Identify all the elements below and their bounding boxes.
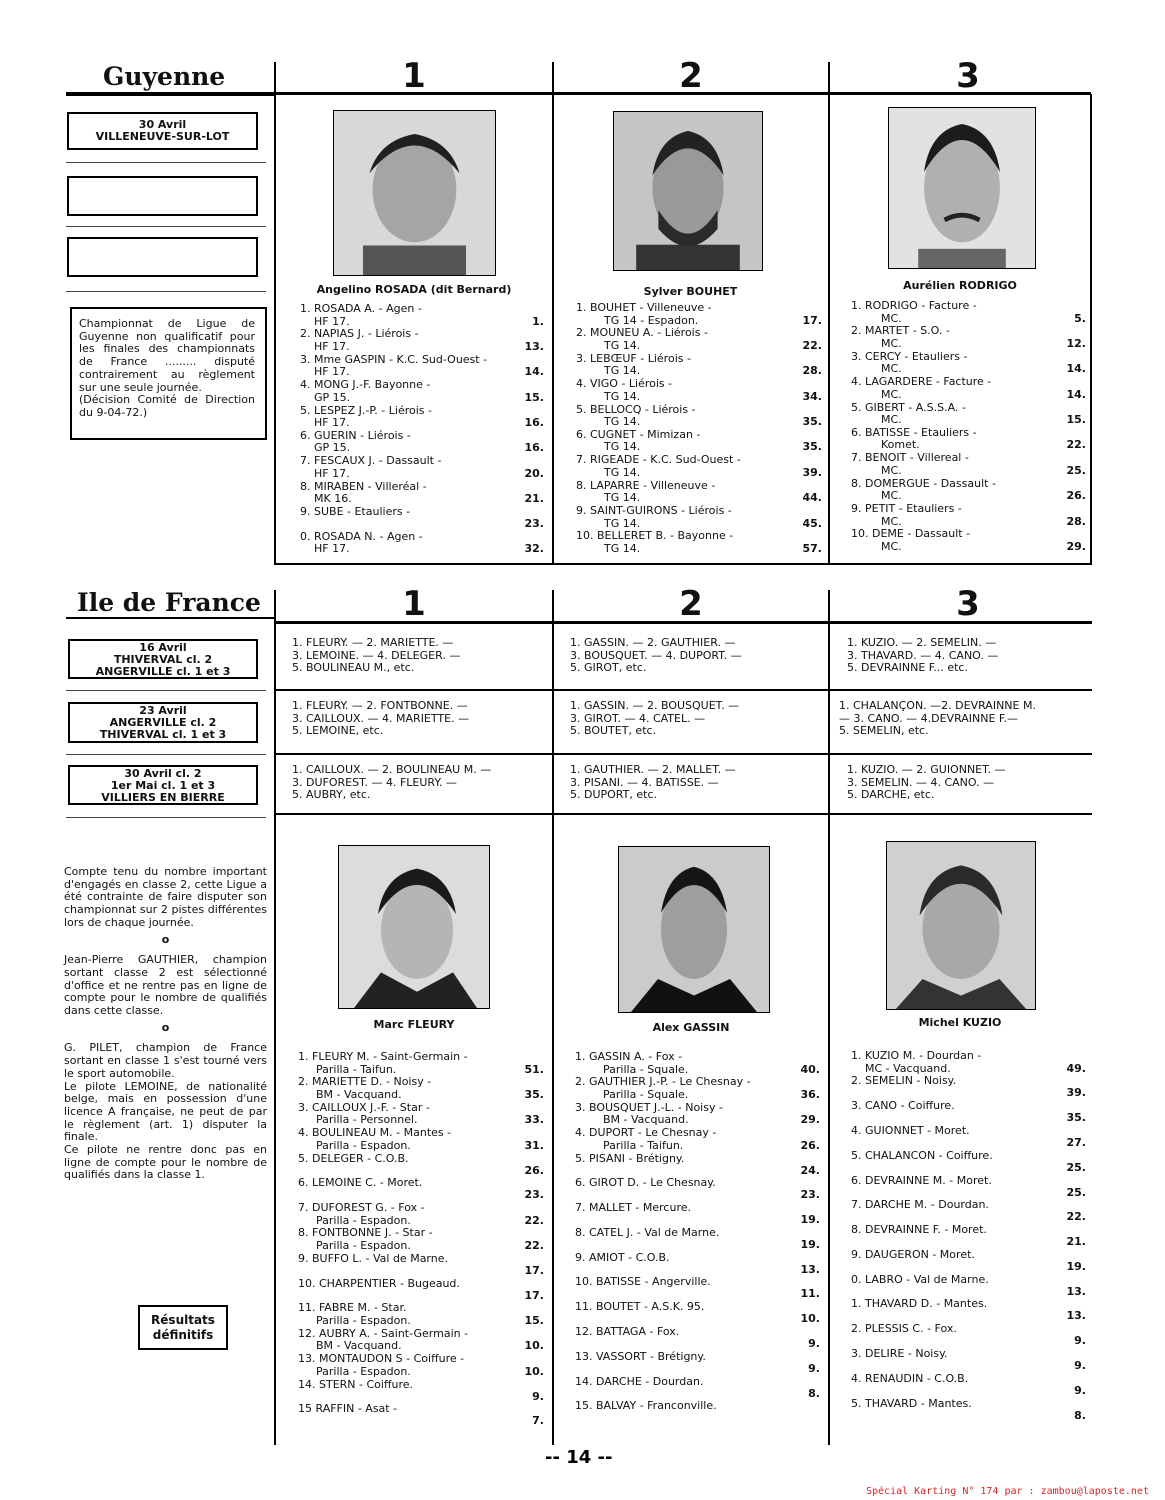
- divider: [66, 817, 266, 818]
- list-item: 15 RAFFIN - Asat - 7.: [298, 1402, 544, 1428]
- heat-result: 1. GASSIN. — 2. GAUTHIER. — 3. BOUSQUET. — 4. DUPORT. — 5. GIROT, etc.: [570, 636, 742, 675]
- heat-result: 1. FLEURY. — 2. MARIETTE. — 3. LEMOINE. — 4. DELEGER. — 5. BOULINEAU M., etc.: [292, 636, 461, 675]
- list-item: 1. FLEURY M. - Saint-Germain - Parilla - Taifun. 51.: [298, 1050, 544, 1076]
- list-item: 4. RENAUDIN - C.O.B. 9.: [851, 1371, 1086, 1397]
- list-item: 3. Mme GASPIN - K.C. Sud-Ouest - HF 17. 14.: [300, 352, 544, 379]
- results-list-idf-3: [851, 1050, 1086, 1422]
- event-line: 23 Avril: [139, 704, 187, 717]
- event-line: 30 Avril cl. 2: [124, 767, 202, 780]
- list-item: 3. CERCY - Etauliers - MC. 14.: [851, 349, 1086, 376]
- list-item: 6. DEVRAINNE M. - Moret. 25.: [851, 1173, 1086, 1199]
- list-item: 10. BATISSE - Angerville. 11.: [575, 1275, 820, 1301]
- final-results-box: Résultats définitifs: [138, 1305, 228, 1350]
- list-item: 2. SEMELIN - Noisy. 39.: [851, 1074, 1086, 1100]
- event-line: THIVERVAL cl. 1 et 3: [99, 728, 227, 741]
- portrait-photo: [888, 107, 1036, 269]
- event-box: [68, 765, 258, 805]
- column-rule: [828, 62, 830, 564]
- divider: [66, 162, 266, 163]
- portrait-photo: [618, 846, 770, 1013]
- list-item: 9. AMIOT - C.O.B. 13.: [575, 1250, 820, 1276]
- list-item: 10. CHARPENTIER - Bugeaud. 17.: [298, 1276, 544, 1302]
- list-item: 2. PLESSIS C. - Fox. 9.: [851, 1322, 1086, 1348]
- idf-notes: [64, 866, 267, 1182]
- list-item: 1. BOUHET - Villeneuve - TG 14 - Espadon. 17.: [576, 301, 822, 327]
- divider: [66, 754, 266, 755]
- portrait-caption: Sylver BOUHET: [643, 285, 738, 298]
- list-item: 2. NAPIAS J. - Liérois - HF 17. 13.: [300, 327, 544, 353]
- list-item: 2. MARIETTE D. - Noisy - BM - Vacquand. 35.: [298, 1075, 544, 1101]
- list-item: 3. LEBŒUF - Liérois - TG 14. 28.: [576, 351, 822, 378]
- page-number: -- 14 --: [545, 1447, 613, 1468]
- note-separator: o: [161, 1020, 170, 1034]
- list-item: 4. GUIONNET - Moret. 27.: [851, 1123, 1086, 1149]
- note-paragraph: Le pilote LEMOINE, de nationalité belge, mais en possession d'une licence A française, ne peut de par le règlement (art. 1) disputer la finale.: [64, 1079, 267, 1144]
- list-item: 1. KUZIO M. - Dourdan - MC - Vacquand. 49.: [851, 1049, 1086, 1075]
- list-item: 5. LESPEZ J.-P. - Liérois - HF 17. 16.: [300, 403, 544, 430]
- empty-event-box: [67, 237, 258, 277]
- list-item: 6. GIROT D. - Le Chesnay. 23.: [575, 1176, 820, 1202]
- list-item: 10. DEME - Dassault - MC. 29.: [851, 527, 1086, 553]
- list-item: 7. MALLET - Mercure. 19.: [575, 1201, 820, 1227]
- divider: [274, 753, 1092, 755]
- list-item: 9. PETIT - Etauliers - MC. 28.: [851, 502, 1086, 528]
- list-item: 14. STERN - Coiffure. 9.: [298, 1377, 544, 1403]
- results-list-guyenne-2: [576, 302, 822, 556]
- list-item: 8. DEVRAINNE F. - Moret. 21.: [851, 1223, 1086, 1249]
- list-item: 1. THAVARD D. - Mantes. 13.: [851, 1297, 1086, 1323]
- heat-result: 1. GASSIN. — 2. BOUSQUET. — 3. GIROT. — 4. CATEL. — 5. BOUTET, etc.: [570, 699, 740, 738]
- list-item: 8. LAPARRE - Villeneuve - TG 14. 44.: [576, 478, 822, 505]
- list-item: 7. FESCAUX J. - Dassault - HF 17. 20.: [300, 454, 544, 480]
- divider: [66, 226, 266, 227]
- list-item: 7. DARCHE M. - Dourdan. 22.: [851, 1198, 1086, 1224]
- divider: [66, 94, 275, 96]
- event-line: THIVERVAL cl. 2: [113, 653, 213, 666]
- divider: [274, 621, 1092, 624]
- event-line: VILLIERS EN BIERRE: [101, 791, 225, 804]
- list-item: 5. DELEGER - C.O.B. 26.: [298, 1151, 544, 1177]
- results-list-idf-2: [575, 1051, 820, 1425]
- list-item: 11. FABRE M. - Star. Parilla - Espadon. 15.: [298, 1301, 544, 1327]
- list-item: 0. ROSADA N. - Agen - HF 17. 32.: [300, 529, 544, 556]
- portrait-photo: [886, 841, 1036, 1010]
- list-item: 2. GAUTHIER J.-P. - Le Chesnay - Parilla - Squale. 36.: [575, 1075, 820, 1101]
- list-item: 7. RIGEADE - K.C. Sud-Ouest - TG 14. 39.: [576, 453, 822, 479]
- column-number-2: 2: [679, 584, 703, 624]
- list-item: 4. LAGARDERE - Facture - MC. 14.: [851, 375, 1086, 401]
- list-item: 9. BUFFO L. - Val de Marne. 17.: [298, 1251, 544, 1277]
- event-line: ANGERVILLE cl. 1 et 3: [95, 665, 231, 678]
- event-line: ANGERVILLE cl. 2: [109, 716, 217, 729]
- portrait-caption: Marc FLEURY: [373, 1018, 455, 1031]
- event-box: [67, 112, 258, 150]
- event-date: 30 Avril: [138, 118, 187, 131]
- list-item: 1. RODRIGO - Facture - MC. 5.: [851, 299, 1086, 325]
- note-paragraph: Ce pilote ne rentre donc pas en ligne de compte pour le nombre de qualifiés dans la classe 1.: [64, 1143, 267, 1182]
- list-item: 8. FONTBONNE J. - Star - Parilla - Espadon. 22.: [298, 1226, 544, 1253]
- column-number-3: 3: [956, 584, 980, 624]
- portrait-photo: [613, 111, 763, 271]
- portrait-photo: [338, 845, 490, 1009]
- list-item: 6. LEMOINE C. - Moret. 23.: [298, 1176, 544, 1202]
- list-item: 14. DARCHE - Dourdan. 8.: [575, 1374, 820, 1400]
- list-item: 11. BOUTET - A.S.K. 95. 10.: [575, 1300, 820, 1326]
- list-item: 10. BELLERET B. - Bayonne - TG 14. 57.: [576, 529, 822, 555]
- heat-result: 1. CHALANÇON. —2. DEVRAINNE M. — 3. CANO. — 4.DEVRAINNE F.— 5. SEMELIN, etc.: [839, 699, 1036, 738]
- event-box: [68, 702, 258, 743]
- list-item: 3. DELIRE - Noisy. 9.: [851, 1346, 1086, 1372]
- note-paragraph: (Décision Comité de Direction du 9-04-72.): [79, 393, 255, 419]
- list-item: 7. BENOIT - Villereal - MC. 25.: [851, 451, 1086, 477]
- note-paragraph: Jean-Pierre GAUTHIER, champion sortant classe 2 est sélectionné d'office et ne rentre pas en ligne de compte pour le nombre de qualifiés dans cette classe.: [64, 953, 267, 1018]
- divider: [66, 690, 266, 691]
- list-item: 2. MARTET - S.O. - MC. 12.: [851, 324, 1086, 350]
- list-item: 6. BATISSE - Etauliers - Komet. 22.: [851, 425, 1086, 452]
- event-box: [68, 639, 258, 679]
- portrait-caption: Angelino ROSADA (dit Bernard): [316, 283, 512, 296]
- section-title-guyenne: Guyenne: [103, 62, 226, 91]
- column-rule: [552, 62, 554, 564]
- divider: [66, 291, 266, 292]
- list-item: 7. DUFOREST G. - Fox - Parilla - Espadon. 22.: [298, 1201, 544, 1227]
- list-item: 2. MOUNEU A. - Liérois - TG 14. 22.: [576, 326, 822, 352]
- list-item: 3. BOUSQUET J.-L. - Noisy - BM - Vacquand. 29.: [575, 1100, 820, 1127]
- list-item: 5. PISANI - Brétigny. 24.: [575, 1151, 820, 1177]
- note-separator: o: [161, 932, 170, 946]
- list-item: 13. MONTAUDON S - Coiffure - Parilla - Espadon. 10.: [298, 1352, 544, 1378]
- list-item: 4. DUPORT - Le Chesnay - Parilla - Taifun. 26.: [575, 1126, 820, 1152]
- list-item: 8. DOMERGUE - Dassault - MC. 26.: [851, 476, 1086, 503]
- note-paragraph: Championnat de Ligue de Guyenne non qualificatif pour les finales des championnats de France ......... disputé contrairement au règlement sur une seule journée.: [79, 317, 255, 394]
- portrait-caption: Aurélien RODRIGO: [903, 279, 1017, 292]
- list-item: 5. GIBERT - A.S.S.A. - MC. 15.: [851, 400, 1086, 427]
- column-rule: [552, 590, 554, 1445]
- portrait-caption: Alex GASSIN: [652, 1021, 730, 1034]
- column-number-1: 1: [402, 56, 426, 96]
- divider: [66, 617, 275, 619]
- column-rule: [274, 62, 276, 564]
- list-item: 1. GASSIN A. - Fox - Parilla - Squale. 40.: [575, 1050, 820, 1076]
- list-item: 1. ROSADA A. - Agen - HF 17. 1.: [300, 302, 544, 328]
- list-item: 6. CUGNET - Mimizan - TG 14. 35.: [576, 427, 822, 454]
- list-item: 3. CAILLOUX J.-F. - Star - Parilla - Personnel. 33.: [298, 1100, 544, 1127]
- heat-result: 1. KUZIO. — 2. GUIONNET. — 3. SEMELIN. — 4. CANO. — 5. DARCHE, etc.: [847, 763, 1006, 802]
- column-number-1: 1: [402, 584, 426, 624]
- results-list-idf-1: [298, 1051, 544, 1428]
- list-item: 4. MONG J.-F. Bayonne - GP 15. 15.: [300, 378, 544, 404]
- note-paragraph: Compte tenu du nombre important d'engagés en classe 2, cette Ligue a été contrainte de faire disputer son championnat sur 2 pistes différentes lors de chaque journée.: [64, 865, 267, 929]
- list-item: 6. GUERIN - Liérois - GP 15. 16.: [300, 428, 544, 455]
- event-line: 1er Mai cl. 1 et 3: [110, 779, 216, 792]
- heat-result: 1. KUZIO. — 2. SEMELIN. — 3. THAVARD. — 4. CANO. — 5. DEVRAINNE F... etc.: [847, 636, 999, 675]
- divider: [274, 813, 1092, 815]
- results-list-guyenne-1: [300, 303, 544, 556]
- list-item: 4. BOULINEAU M. - Mantes - Parilla - Espadon. 31.: [298, 1126, 544, 1152]
- event-place: VILLENEUVE-SUR-LOT: [95, 130, 230, 143]
- list-item: 12. AUBRY A. - Saint-Germain - BM - Vacquand. 10.: [298, 1326, 544, 1353]
- list-item: 5. THAVARD - Mantes. 8.: [851, 1396, 1086, 1422]
- list-item: 5. BELLOCQ - Liérois - TG 14. 35.: [576, 402, 822, 429]
- list-item: 8. CATEL J. - Val de Marne. 19.: [575, 1225, 820, 1251]
- list-item: 13. VASSORT - Brétigny. 9.: [575, 1349, 820, 1375]
- list-item: 9. SAINT-GUIRONS - Liérois - TG 14. 45.: [576, 504, 822, 530]
- guyenne-note: [79, 318, 255, 420]
- column-rule: [1090, 94, 1092, 564]
- list-item: 4. VIGO - Liérois - TG 14. 34.: [576, 377, 822, 403]
- event-line: 16 Avril: [139, 641, 187, 654]
- heat-result: 1. FLEURY. — 2. FONTBONNE. — 3. CAILLOUX. — 4. MARIETTE. — 5. LEMOINE, etc.: [292, 699, 470, 738]
- heat-result: 1. GAUTHIER. — 2. MALLET. — 3. PISANI. — 4. BATISSE. — 5. DUPORT, etc.: [570, 763, 736, 802]
- list-item: 8. MIRABEN - Villeréal - MK 16. 21.: [300, 479, 544, 506]
- results-list-guyenne-3: [851, 300, 1086, 554]
- section-title-ile-de-france: Ile de France: [77, 588, 261, 617]
- footer-credit: Spécial Karting N° 174 par : zambou@laposte.net: [866, 1486, 1149, 1497]
- divider: [274, 563, 1092, 565]
- list-item: 5. CHALANCON - Coiffure. 25.: [851, 1148, 1086, 1174]
- empty-event-box: [67, 176, 258, 216]
- heat-result: 1. CAILLOUX. — 2. BOULINEAU M. — 3. DUFOREST. — 4. FLEURY. — 5. AUBRY, etc.: [292, 763, 492, 802]
- list-item: 0. LABRO - Val de Marne. 13.: [851, 1272, 1086, 1298]
- list-item: 9. SUBE - Etauliers - 23.: [300, 505, 544, 530]
- list-item: 3. CANO - Coiffure. 35.: [851, 1099, 1086, 1125]
- column-number-2: 2: [679, 56, 703, 96]
- divider: [274, 689, 1092, 691]
- list-item: 15. BALVAY - Franconville.: [575, 1399, 717, 1413]
- list-item: 12. BATTAGA - Fox. 9.: [575, 1324, 820, 1350]
- list-item: 9. DAUGERON - Moret. 19.: [851, 1247, 1086, 1273]
- portrait-caption: Michel KUZIO: [918, 1016, 1002, 1029]
- portrait-photo: [333, 110, 496, 276]
- column-number-3: 3: [956, 56, 980, 96]
- note-paragraph: G. PILET, champion de France sortant en classe 1 s'est tourné vers le sport automobile.: [64, 1041, 267, 1080]
